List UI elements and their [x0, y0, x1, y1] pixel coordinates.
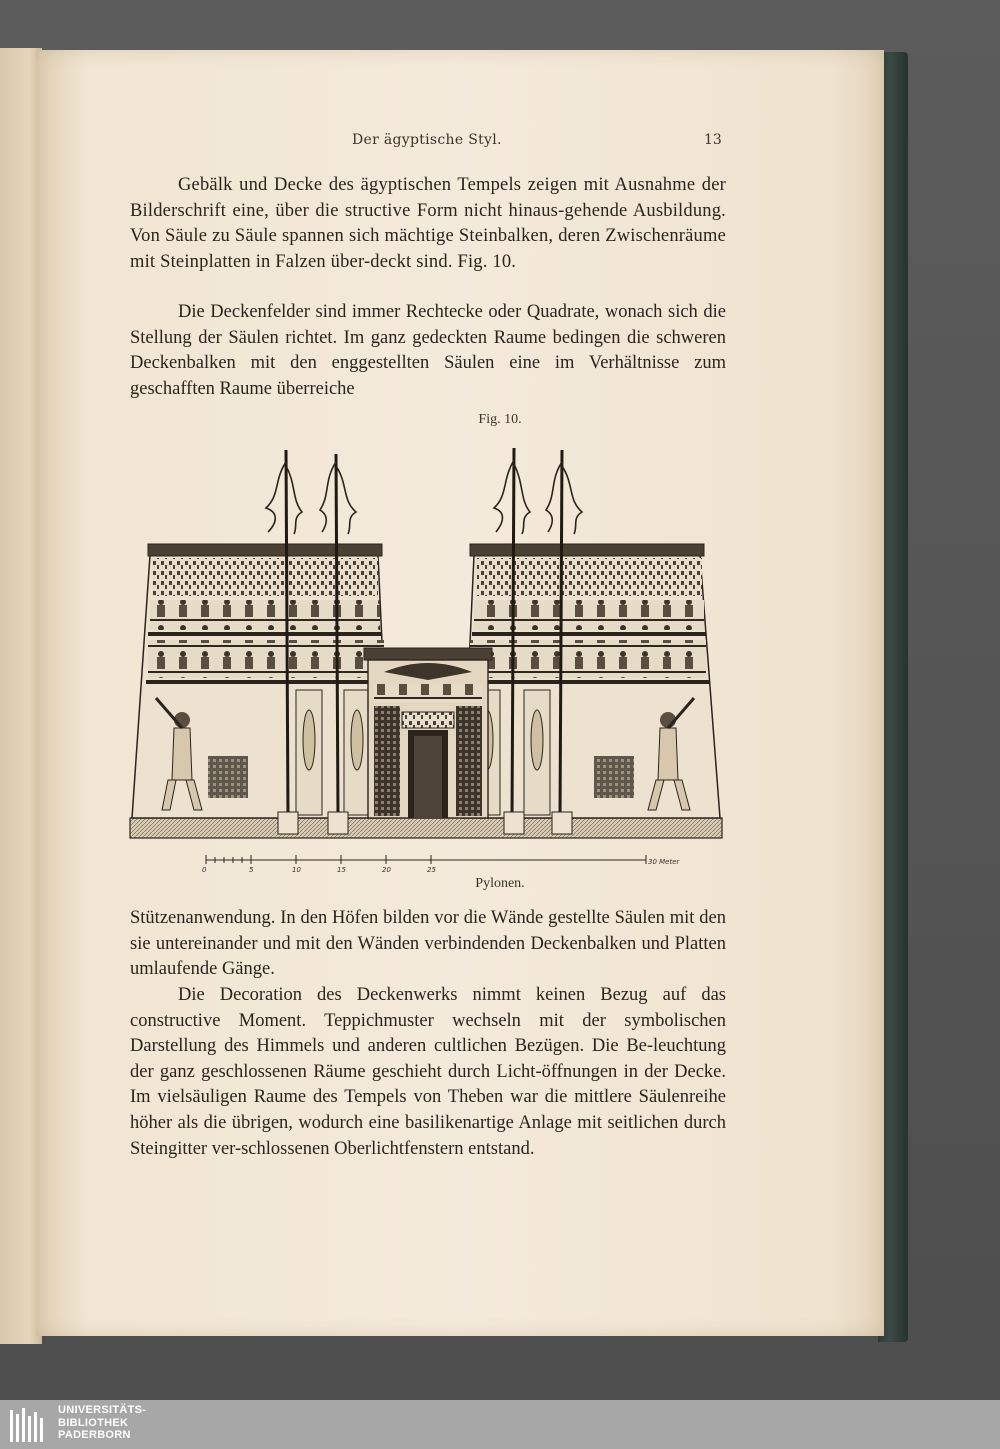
pylon-illustration	[128, 440, 724, 840]
scale-label-10: 10	[292, 866, 301, 874]
library-name-line-1: UNIVERSITÄTS-	[58, 1404, 147, 1416]
page-number: 13	[704, 132, 722, 148]
library-logo-icon	[8, 1406, 52, 1444]
library-name-line-3: PADERBORN	[58, 1429, 131, 1441]
paragraph-4-text: Die Decoration des Deckenwerks nimmt keinen Bezug auf das constructive Moment. Teppichmuster wechseln mit der symbolischen Darstellung des Himmels und anderen cultlichen Bezügen. Die Be-leuchtung der ganz geschlossenen Räume geschieht durch Licht-öffnungen in der Decke. Im vielsäuligen Raume des Tempels von Theben war die mittlere Säulenreihe höher als die übrigen, wodurch eine basilikenartige Anlage mit seitlichen durch Steingitter ver-schlossenen Oberlichtfenstern entstand.	[130, 985, 726, 1159]
figure-caption: Pylonen.	[475, 876, 525, 891]
scale-label-5: 5	[249, 866, 254, 874]
scale-label-0: 0	[202, 866, 207, 874]
running-head	[0, 132, 1000, 154]
paragraph-1	[130, 173, 726, 275]
library-name-line-2: BIBLIOTHEK	[58, 1416, 129, 1429]
paragraph-2	[130, 300, 726, 402]
paragraph-3-text: Stützenanwendung. In den Höfen bilden vor die Wände gestellte Säulen mit den sie untereinander und mit den Wänden verbindenden Deckenbalken und Platten umlaufende Gänge.	[130, 908, 726, 980]
library-name	[58, 1404, 146, 1442]
scale-label-30: 30 Meter	[648, 858, 680, 866]
paragraph-1-text: Gebälk und Decke des ägyptischen Tempels zeigen mit Ausnahme der Bilderschrift eine, über die structive Form nicht hinaus-gehende Ausbildung. Von Säule zu Säule spannen sich mächtige Steinbalken, deren Zwischenräume mit Steinplatten in Falzen über-deckt sind. Fig. 10.	[130, 175, 726, 272]
library-footer	[0, 1400, 1000, 1449]
figure-label: Fig. 10.	[478, 412, 522, 427]
paragraph-2-text: Die Deckenfelder sind immer Rechtecke oder Quadrate, wonach sich die Stellung der Säulen richtet. Im ganz gedeckten Raume bedingen die schweren Deckenbalken mit den enggestellten Säulen eine im Verhältnisse zum geschafften Raume überreiche	[130, 302, 726, 399]
scale-label-15: 15	[337, 866, 346, 874]
paragraph-3	[130, 906, 726, 983]
scale-label-20: 20	[382, 866, 391, 874]
running-head-title: Der ägyptische Styl.	[352, 132, 502, 148]
scale-label-25: 25	[427, 866, 436, 874]
paragraph-4	[130, 983, 726, 1162]
